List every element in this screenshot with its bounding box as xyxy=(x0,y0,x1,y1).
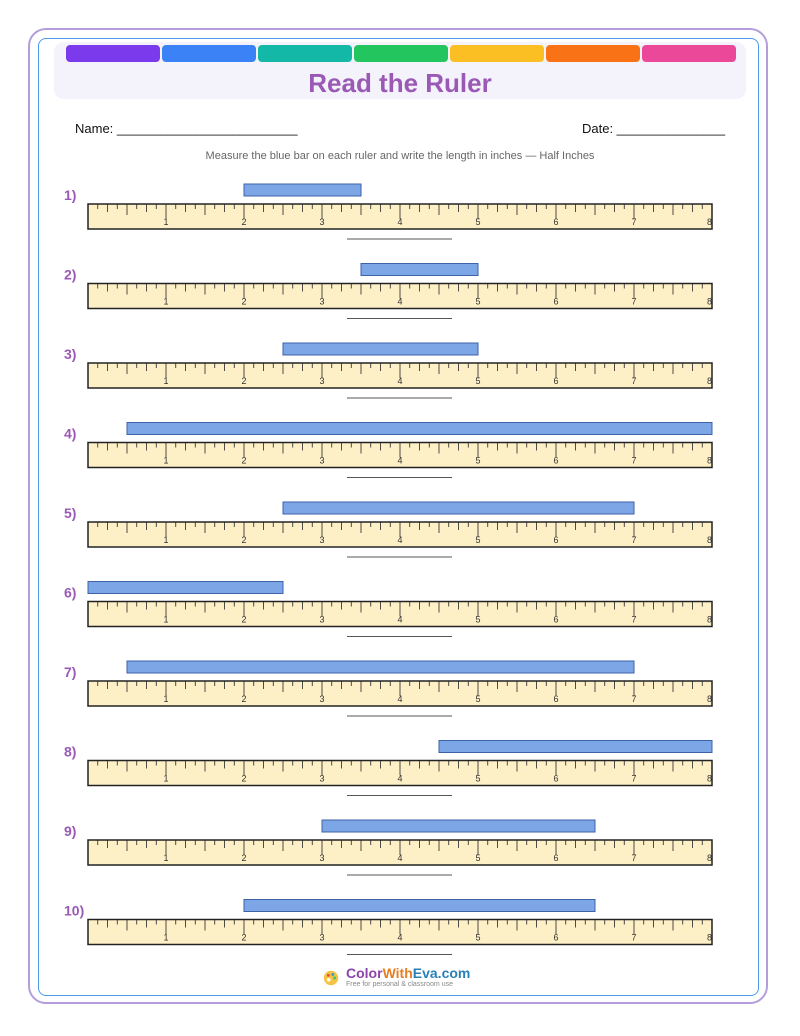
ruler-label: 1 xyxy=(163,853,169,863)
measure-bar xyxy=(244,184,361,196)
ruler-label: 3 xyxy=(319,455,325,466)
ruler-label: 7 xyxy=(631,932,637,943)
ruler-label: 7 xyxy=(631,773,637,784)
ruler-label: 6 xyxy=(553,296,559,307)
question-10 xyxy=(64,900,712,955)
question-6 xyxy=(64,582,712,637)
brand-tagline: Free for personal & classroom use xyxy=(346,981,453,988)
measure-bar xyxy=(244,900,595,912)
ruler-label: 1 xyxy=(163,535,169,545)
ruler-label: 4 xyxy=(397,535,403,545)
question-number: 3) xyxy=(64,346,77,362)
question-number: 1) xyxy=(64,187,77,203)
ruler-label: 1 xyxy=(163,932,169,943)
ruler-label: 6 xyxy=(553,773,559,784)
ruler-label: 1 xyxy=(163,694,169,704)
ruler-label: 8 xyxy=(706,614,712,625)
ruler-label: 3 xyxy=(319,773,325,784)
ruler-label: 4 xyxy=(397,376,403,386)
question-9 xyxy=(64,820,712,875)
question-number: 2) xyxy=(64,266,77,283)
ruler-label: 2 xyxy=(241,614,247,625)
ruler-label: 2 xyxy=(241,296,247,307)
ruler-label: 6 xyxy=(553,853,559,863)
ruler-label: 7 xyxy=(631,217,637,227)
ruler-label: 7 xyxy=(631,694,637,704)
ruler-label: 8 xyxy=(706,853,712,863)
ruler-label: 1 xyxy=(163,773,169,784)
ruler-label: 2 xyxy=(241,694,247,704)
measure-bar xyxy=(127,661,634,673)
ruler-label: 7 xyxy=(631,455,637,466)
question-number: 8) xyxy=(64,743,77,760)
ruler-label: 6 xyxy=(553,535,559,545)
measure-bar xyxy=(322,820,595,832)
ruler-label: 5 xyxy=(475,376,481,386)
page-title: Read the Ruler xyxy=(308,68,492,98)
question-number: 9) xyxy=(64,823,77,839)
ruler-label: 3 xyxy=(319,853,325,863)
question-5 xyxy=(64,502,712,557)
ruler-label: 2 xyxy=(241,773,247,784)
ruler-label: 5 xyxy=(475,694,481,704)
measure-bar xyxy=(439,741,712,753)
ruler-label: 7 xyxy=(631,853,637,863)
ruler-label: 4 xyxy=(397,455,403,466)
measure-bar xyxy=(361,264,478,276)
ruler-label: 4 xyxy=(397,694,403,704)
measure-bar xyxy=(283,502,634,514)
ruler-label: 6 xyxy=(553,455,559,466)
ruler-label: 1 xyxy=(163,376,169,386)
ruler-label: 4 xyxy=(397,932,403,943)
ruler-label: 5 xyxy=(475,853,481,863)
ruler-label: 1 xyxy=(163,614,169,625)
ruler-label: 5 xyxy=(475,455,481,466)
question-number: 6) xyxy=(64,584,77,601)
ruler-label: 3 xyxy=(319,932,325,943)
ruler-label: 3 xyxy=(319,614,325,625)
ruler-label: 3 xyxy=(319,296,325,307)
ruler-label: 8 xyxy=(706,932,712,943)
ruler-label: 2 xyxy=(241,932,247,943)
question-number: 4) xyxy=(64,425,77,442)
question-2 xyxy=(64,264,712,319)
ruler-label: 2 xyxy=(241,455,247,466)
ruler-label: 5 xyxy=(475,932,481,943)
ruler-label: 6 xyxy=(553,694,559,704)
ruler-label: 5 xyxy=(475,296,481,307)
measure-bar xyxy=(283,343,478,355)
ruler-label: 3 xyxy=(319,535,325,545)
ruler-label: 8 xyxy=(706,694,712,704)
question-7 xyxy=(64,661,712,716)
measure-bar xyxy=(127,423,712,435)
ruler-label: 8 xyxy=(706,773,712,784)
ruler-label: 4 xyxy=(397,853,403,863)
ruler-label: 8 xyxy=(706,376,712,386)
ruler-label: 3 xyxy=(319,694,325,704)
brand-name: ColorWithEva.com xyxy=(346,965,471,981)
ruler-label: 6 xyxy=(553,217,559,227)
ruler-label: 6 xyxy=(553,932,559,943)
question-1 xyxy=(64,184,712,239)
ruler-label: 2 xyxy=(241,853,247,863)
question-8 xyxy=(64,741,712,796)
measure-bar xyxy=(88,582,283,594)
ruler-label: 6 xyxy=(553,376,559,386)
ruler-label: 7 xyxy=(631,614,637,625)
ruler-label: 5 xyxy=(475,773,481,784)
question-number: 5) xyxy=(64,505,77,521)
ruler-label: 1 xyxy=(163,455,169,466)
ruler-label: 7 xyxy=(631,376,637,386)
ruler-label: 1 xyxy=(163,217,169,227)
ruler-label: 3 xyxy=(319,217,325,227)
ruler-label: 4 xyxy=(397,217,403,227)
instructions: Measure the blue bar on each ruler and write the length in inches — Half Inches xyxy=(205,150,595,162)
question-number: 10) xyxy=(64,902,85,919)
question-3 xyxy=(64,343,712,398)
ruler-label: 8 xyxy=(706,217,712,227)
ruler-label: 8 xyxy=(706,296,712,307)
ruler-label: 8 xyxy=(706,455,712,466)
date-field[interactable]: Date: _______________ xyxy=(582,121,726,136)
ruler-label: 4 xyxy=(397,614,403,625)
question-number: 7) xyxy=(64,664,77,680)
ruler-label: 7 xyxy=(631,296,637,307)
ruler-label: 7 xyxy=(631,535,637,545)
footer-logo xyxy=(322,966,470,989)
ruler-label: 2 xyxy=(241,376,247,386)
name-field[interactable]: Name: _________________________ xyxy=(75,121,298,136)
ruler-label: 4 xyxy=(397,773,403,784)
question-4 xyxy=(64,423,712,478)
ruler-label: 4 xyxy=(397,296,403,307)
ruler-label: 1 xyxy=(163,296,169,307)
ruler-label: 5 xyxy=(475,217,481,227)
ruler-label: 5 xyxy=(475,614,481,625)
ruler-label: 2 xyxy=(241,535,247,545)
ruler-label: 8 xyxy=(706,535,712,545)
ruler-label: 3 xyxy=(319,376,325,386)
ruler-label: 6 xyxy=(553,614,559,625)
ruler-label: 2 xyxy=(241,217,247,227)
palette-icon xyxy=(322,969,340,987)
ruler-label: 5 xyxy=(475,535,481,545)
